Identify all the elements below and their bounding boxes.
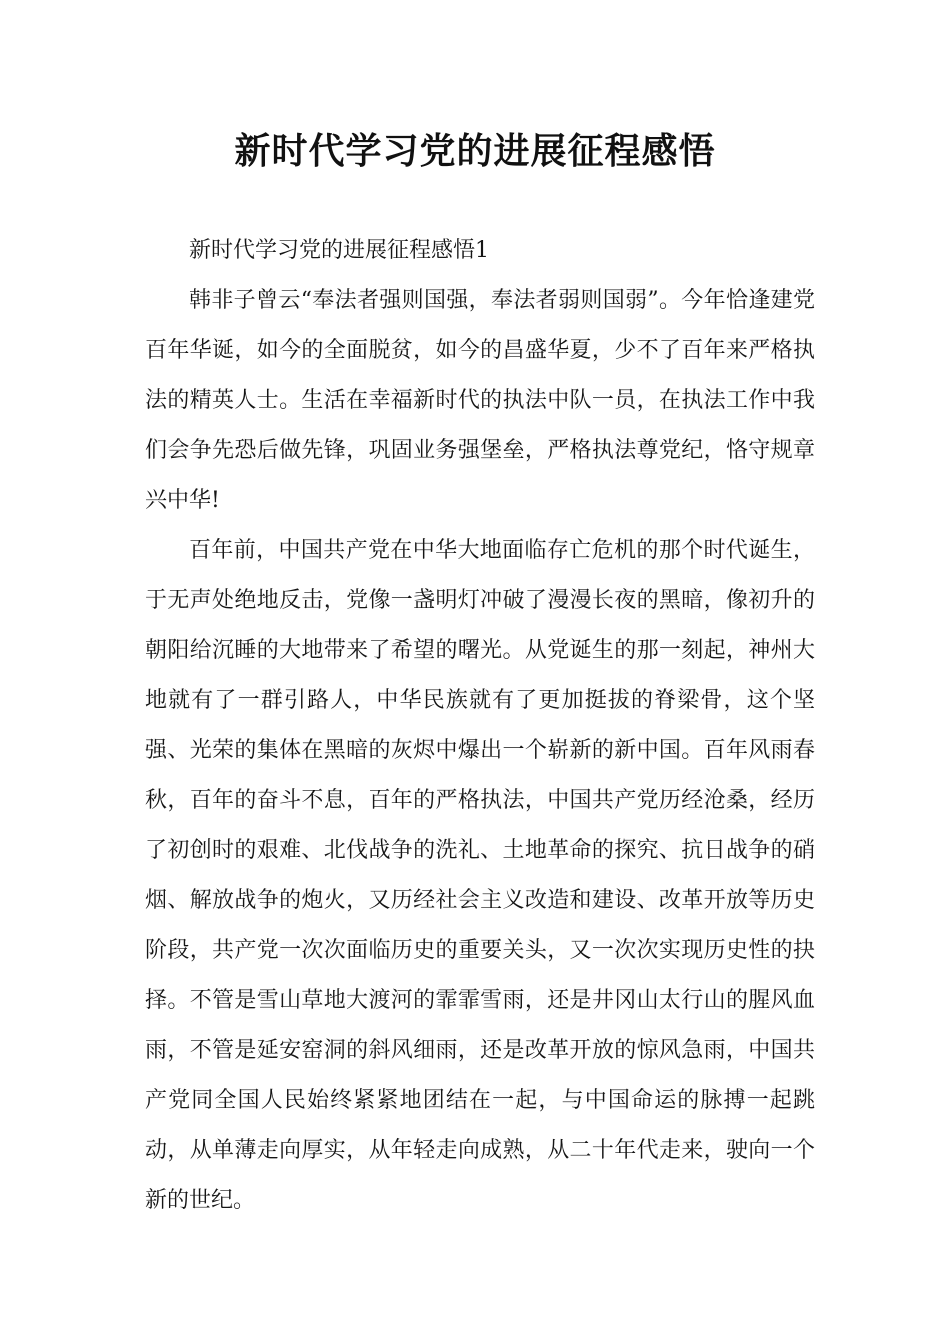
paragraph-1: 韩非子曾云“奉法者强则国强，奉法者弱则国弱”。今年恰逢建党百年华诞，如今的全面脱贫，如今的昌盛华夏，少不了百年来严格执法的精英人士。生活在幸福新时代的执法中队一员，在执法工作中我们会争先恐后做先锋，巩固业务强堡垒，严格执法尊党纪，恪守规章兴中华! (145, 288, 815, 513)
paragraph-2: 百年前，中国共产党在中华大地面临存亡危机的那个时代诞生，于无声处绝地反击，党像一盏明灯冲破了漫漫长夜的黑暗，像初升的朝阳给沉睡的大地带来了希望的曙光。从党诞生的那一刻起，神州大地就有了一群引路人，中华民族就有了更加挺拔的脊梁骨，这个坚强、光荣的集体在黑暗的灰烬中爆出一个崭新的新中国。百年风雨春秋，百年的奋斗不息，百年的严格执法，中国共产党历经沧桑，经历了初创时的艰难、北伐战争的洗礼、土地革命的探究、抗日战争的硝烟、解放战争的炮火，又历经社会主义改造和建设、改革开放等历史阶段，共产党一次次面临历史的重要关头，又一次次实现历史性的抉择。不管是雪山草地大渡河的霏霏雪雨，还是井冈山太行山的腥风血雨，不管是延安窑洞的斜风细雨，还是改革开放的惊风急雨，中国共产党同全国人民始终紧紧地团结在一起，与中国命运的脉搏一起跳动，从单薄走向厚实，从年轻走向成熟，从二十年代走来，驶向一个新的世纪。 (145, 538, 815, 1213)
document-title: 新时代学习党的进展征程感悟 (234, 131, 716, 172)
section-heading: 新时代学习党的进展征程感悟1 (189, 238, 489, 263)
document-body (145, 226, 815, 1226)
